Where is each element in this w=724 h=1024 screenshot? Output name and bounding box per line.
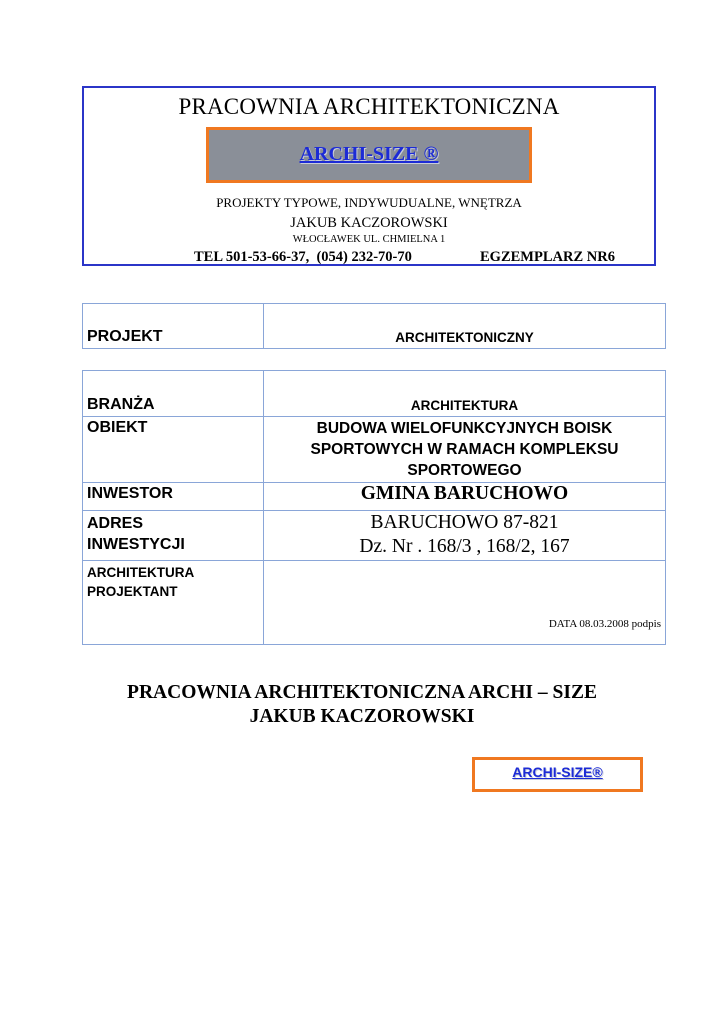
- archi-size-small-logo: [472, 757, 643, 792]
- small-logo-text: ARCHI-SIZE®: [512, 764, 603, 780]
- obiekt-line: BUDOWA WIELOFUNKCYJNYCH BOISK: [316, 420, 613, 437]
- archi-size-logo: [206, 127, 532, 183]
- projektant-label-line: ARCHITEKTURA: [87, 565, 195, 580]
- obiekt-label: OBIEKT: [83, 417, 264, 483]
- adres-value-line: Dz. Nr . 168/3 , 168/2, 167: [359, 536, 570, 557]
- project-label: PROJEKT: [83, 304, 264, 349]
- obiekt-line: SPORTOWYCH W RAMACH KOMPLEKSU: [310, 441, 619, 458]
- project-value: ARCHITEKTONICZNY: [264, 304, 666, 349]
- projektant-label: [83, 561, 264, 645]
- footer-office-line: PRACOWNIA ARCHITEKTONICZNA ARCHI – SIZE: [127, 682, 597, 703]
- details-table: [82, 370, 666, 645]
- date-signature: DATA 08.03.2008 podpis: [264, 561, 666, 645]
- header-box: [82, 86, 656, 266]
- copy-number: EGZEMPLARZ NR6: [480, 249, 615, 265]
- adres-label-line: INWESTYCJI: [87, 536, 185, 553]
- office-address: WŁOCŁAWEK UL. CHMIELNA 1: [292, 234, 446, 245]
- office-phone: TEL 501-53-66-37, (054) 232-70-70: [194, 249, 412, 265]
- adres-value-line: BARUCHOWO 87-821: [370, 512, 559, 533]
- inwestor-value: GMINA BARUCHOWO: [264, 483, 666, 511]
- adres-value: [264, 511, 666, 561]
- branza-label: BRANŻA: [83, 371, 264, 417]
- projektant-label-line: PROJEKTANT: [87, 584, 178, 599]
- inwestor-label: INWESTOR: [83, 483, 264, 511]
- adres-label: [83, 511, 264, 561]
- obiekt-line: SPORTOWEGO: [407, 462, 522, 479]
- office-owner: JAKUB KACZOROWSKI: [290, 215, 448, 231]
- office-title: PRACOWNIA ARCHITEKTONICZNA: [178, 94, 560, 119]
- office-services: PROJEKTY TYPOWE, INDYWUDUALNE, WNĘTRZA: [216, 195, 522, 210]
- project-table: [82, 303, 666, 349]
- obiekt-value: [264, 417, 666, 483]
- footer-owner-line: JAKUB KACZOROWSKI: [249, 706, 475, 727]
- branza-value: ARCHITEKTURA: [264, 371, 666, 417]
- adres-label-line: ADRES: [87, 515, 144, 532]
- logo-text: ARCHI-SIZE ®: [299, 143, 439, 165]
